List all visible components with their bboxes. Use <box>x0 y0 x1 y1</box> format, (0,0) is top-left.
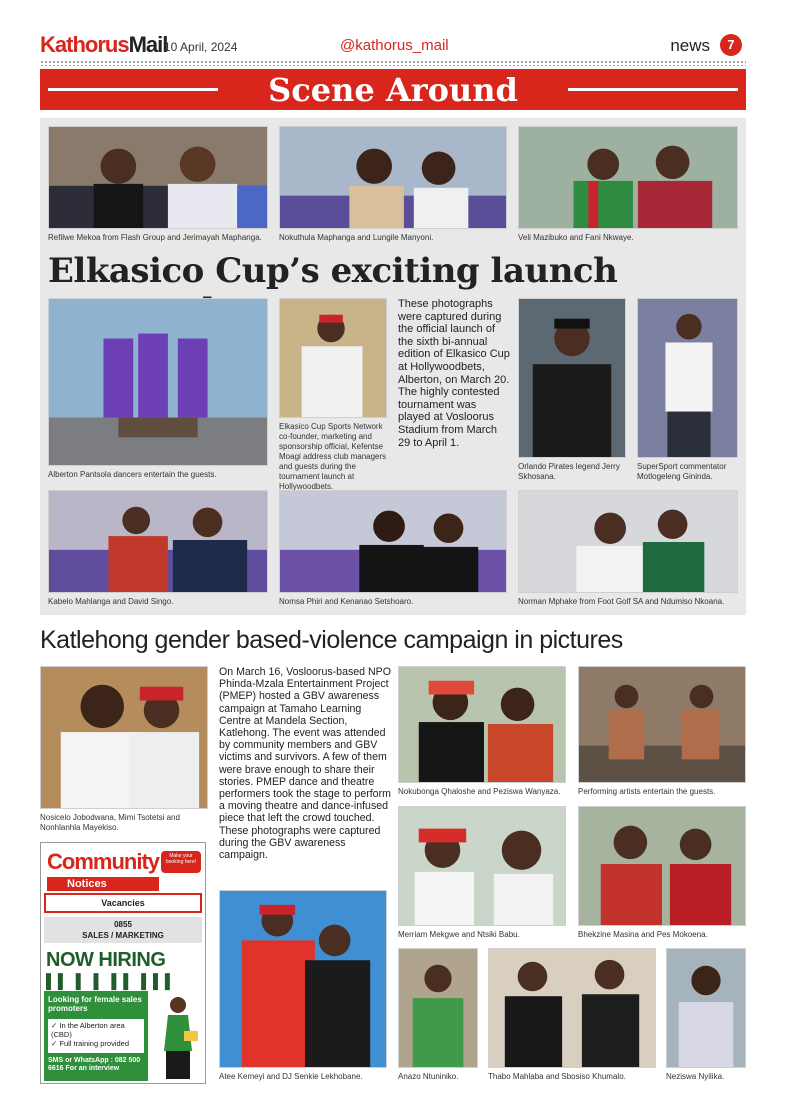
ad-barcode-decoration: ▌▌ ▌ ▌ ▌▌ ▌▌▌ <box>46 973 177 989</box>
caption-17: Anazo Ntuniniko. <box>398 1072 459 1081</box>
ad-points <box>48 1019 144 1053</box>
caption-2: Nokuthula Maphanga and Lungile Manyoni. <box>279 233 434 242</box>
caption-16: Atee Kemeyi and DJ Senkie Lekhobane. <box>219 1072 363 1081</box>
caption-10: Norman Mphake from Foot Golf SA and Ndumiso Nkoana. <box>518 597 725 606</box>
ad-point-2: ✓ Full training provided <box>51 1039 129 1048</box>
ad-notices: Notices <box>67 878 107 890</box>
ad-brand: Community <box>47 849 159 874</box>
ad-contact: SMS or WhatsApp : 082 500 6616 For an interview <box>48 1057 141 1072</box>
section-name: news <box>670 36 710 55</box>
ad-promoter-illustration <box>152 991 202 1081</box>
ad-point-1: ✓ In the Alberton area (CBD) <box>51 1021 125 1039</box>
ad-vacancies: Vacancies <box>44 893 202 913</box>
issue-date: 10 April, 2024 <box>164 40 238 54</box>
photo-13 <box>578 666 746 783</box>
ad-role: SALES / MARKETING <box>82 931 164 940</box>
caption-8: Kabelo Mahlanga and David Singo. <box>48 597 174 606</box>
dotted-rule <box>40 60 746 66</box>
story1-headline: Elkasico Cup’s exciting launch <box>48 251 618 291</box>
ad-hiring <box>44 947 202 1082</box>
photo-12 <box>398 666 566 783</box>
caption-13: Performing artists entertain the guests. <box>578 787 716 796</box>
photo-14 <box>398 806 566 926</box>
ad-hiring-title: NOW HIRING <box>46 949 166 971</box>
photo-16 <box>219 890 387 1068</box>
photo-8 <box>48 490 268 593</box>
photo-5 <box>279 298 387 418</box>
photo-18 <box>488 948 656 1068</box>
photo-7 <box>637 298 738 458</box>
caption-1: Refilwe Mekoa from Flash Group and Jerimayah Maphanga. <box>48 233 262 242</box>
banner-title: Scene Around <box>268 71 518 109</box>
caption-5: Elkasico Cup Sports Network co-founder, marketing and sponsorship official, Kefentse Moagi address club managers and guests during the tournament launch at Hollywoodbets. <box>279 422 387 491</box>
ad-code: 0855 <box>114 920 132 929</box>
masthead <box>40 32 746 58</box>
caption-7: SuperSport commentator Motlogeleng Gininda. <box>637 462 727 481</box>
caption-18: Thabo Mahlaba and Sbosiso Khumalo. <box>488 1072 626 1081</box>
photo-9 <box>279 490 507 593</box>
caption-11: Nosicelo Jobodwana, Mimi Tsotetsi and Nonhlanhla Mayekiso. <box>40 813 180 832</box>
page-number: 7 <box>720 34 742 56</box>
caption-15: Bhekzine Masina and Pes Mokoena. <box>578 930 708 939</box>
ad-code-block <box>44 917 202 943</box>
photo-2 <box>279 126 507 229</box>
caption-14: Merriam Mekgwe and Ntsiki Babu. <box>398 930 520 939</box>
photo-19 <box>666 948 746 1068</box>
caption-3: Veli Mazibuko and Fani Nkwaye. <box>518 233 634 242</box>
story2-body: On March 16, Vosloorus-based NPO Phinda-Mzala Entertainment Project (PMEP) hosted a GBV awareness campaign at Tamaho Learning Centre at Mandela Section, Katlehong. The event was attended by community members and GBV victims and survivors. A few of them were brave enough to share their stories. PMEP dance and theatre performers took the stage to perform a moving theatre and dance-infused piece that left the crowd touched. These photographs were captured during the GBV awareness campaign. <box>219 666 391 862</box>
social-handle: @kathorus_mail <box>340 37 449 54</box>
photo-10 <box>518 490 738 593</box>
section-banner <box>40 69 746 110</box>
story2-headline: Katlehong gender based-violence campaign in pictures <box>40 626 623 654</box>
caption-4: Alberton Pantsola dancers entertain the guests. <box>48 470 217 479</box>
publication-logo: KathorusMail <box>40 32 168 57</box>
ad-looking: Looking for female sales promoters <box>48 995 142 1013</box>
caption-6: Orlando Pirates legend Jerry Skhosana. <box>518 462 620 481</box>
caption-12: Nokubonga Qhaloshe and Peziswa Wanyaza. <box>398 787 561 796</box>
caption-9: Nomsa Phiri and Kenanao Setshoaro. <box>279 597 414 606</box>
photo-6 <box>518 298 626 458</box>
ad-header <box>43 845 203 891</box>
story1-body: These photographs were captured during the official launch of the sixth bi-annual edition of Elkasico Cup at Hollywoodbets, Alberton, on March 20. The highly contested tournament was played at Vosloorus Stadium from March 29 to April 1. <box>398 298 510 449</box>
ad-bubble: Make your booking here! <box>161 851 201 873</box>
photo-11 <box>40 666 208 809</box>
photo-3 <box>518 126 738 229</box>
photo-15 <box>578 806 746 926</box>
photo-4 <box>48 298 268 466</box>
classified-ad <box>40 842 206 1084</box>
caption-19: Neziswa Nyilika. <box>666 1072 725 1081</box>
photo-1 <box>48 126 268 229</box>
photo-17 <box>398 948 478 1068</box>
